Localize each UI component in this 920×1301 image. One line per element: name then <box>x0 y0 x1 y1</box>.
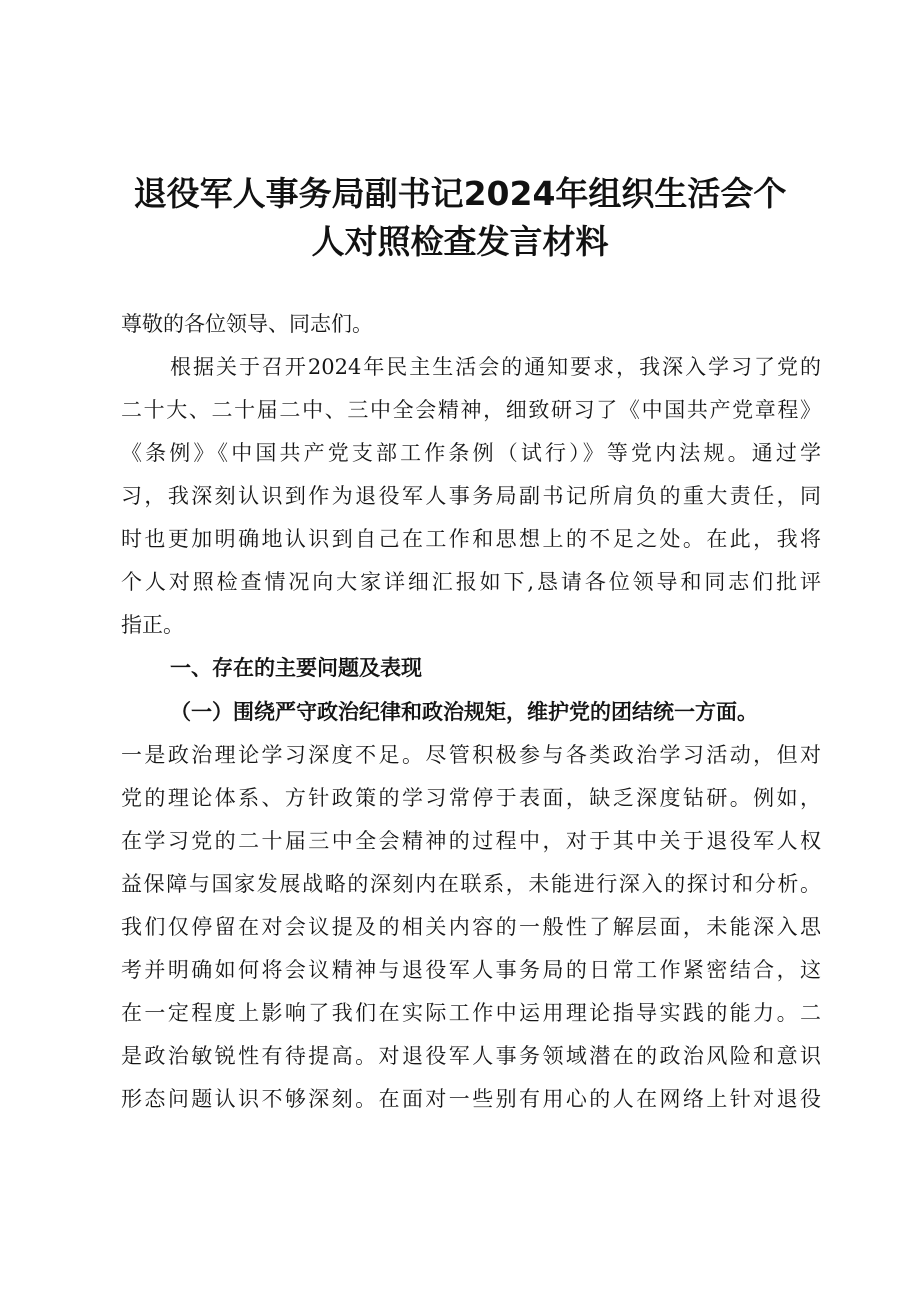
body-line: 是政治敏锐性有待提高。对退役军人事务领域潜在的政治风险和意识 <box>121 1044 821 1068</box>
body-line: 党的理论体系、方针政策的学习常停于表面，缺乏深度钻研。例如， <box>121 786 821 810</box>
body-line: 我们仅停留在对会议提及的相关内容的一般性了解层面，未能深入思 <box>121 915 821 939</box>
intro-line: 根据关于召开2024年民主生活会的通知要求，我深入学习了党的 <box>170 355 821 379</box>
body-line: 考并明确如何将会议精神与退役军人事务局的日常工作紧密结合，这 <box>121 958 821 982</box>
body-line: 在一定程度上影响了我们在实际工作中运用理论指导实践的能力。二 <box>121 1001 821 1025</box>
body-line: 形态问题认识不够深刻。在面对一些别有用心的人在网络上针对退役 <box>121 1087 821 1111</box>
intro-line: 二十大、二十届二中、三中全会精神，细致研习了《中国共产党章程》 <box>121 398 821 422</box>
intro-line: 习，我深刻认识到作为退役军人事务局副书记所肩负的重大责任，同 <box>121 484 821 508</box>
intro-line: 时也更加明确地认识到自己在工作和思想上的不足之处。在此，我将 <box>121 527 821 551</box>
document-title-line-2: 人对照检查发言材料 <box>311 222 609 261</box>
intro-line: 个人对照检查情况向大家详细汇报如下,恳请各位领导和同志们批评 <box>121 570 821 594</box>
intro-line: 指正。 <box>121 613 184 637</box>
subsection-heading: （一）围绕严守政治纪律和政治规矩，维护党的团结统一方面。 <box>170 700 758 724</box>
document-title-line-1: 退役军人事务局副书记2024年组织生活会个 <box>133 174 787 213</box>
salutation: 尊敬的各位领导、同志们。 <box>121 312 373 336</box>
intro-line: 《条例》《中国共产党支部工作条例（试行）》等党内法规。通过学 <box>121 441 821 465</box>
body-line: 一是政治理论学习深度不足。尽管积极参与各类政治学习活动，但对 <box>121 743 821 767</box>
body-line: 在学习党的二十届三中全会精神的过程中，对于其中关于退役军人权 <box>121 829 821 853</box>
body-line: 益保障与国家发展战略的深刻内在联系，未能进行深入的探讨和分析。 <box>121 872 821 896</box>
section-heading: 一、存在的主要问题及表现 <box>170 656 422 680</box>
